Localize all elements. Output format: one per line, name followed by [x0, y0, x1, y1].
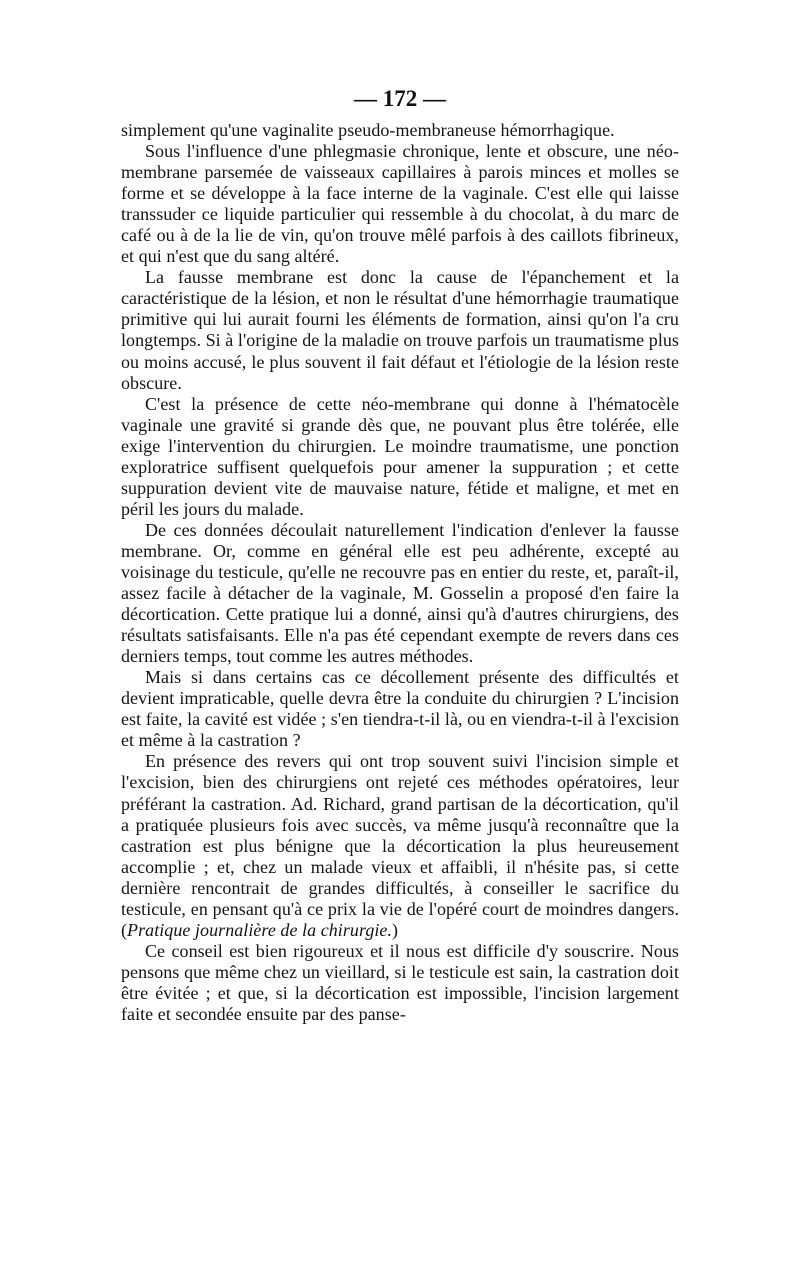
paragraph-neo-membrane: Sous l'influence d'une phlegmasie chronique, lente et obscure, une néo-membrane parsemée de vaisseaux capillaires à parois minces et molles se forme et se développe à la face interne de la vaginale. C'est elle qui laisse transsuder ce liquide particulier qui ressemble à du chocolat, à du marc de café ou à de la lie de vin, qu'on trouve mêlé parfois à des caillots fibrineux, et qui n'est que du sang altéré.: [121, 141, 679, 267]
paragraph-castration: [121, 751, 679, 940]
body-text: [121, 120, 679, 1025]
castration-text: En présence des revers qui ont trop souvent suivi l'incision simple et l'excision, bien des chirurgiens ont rejeté ces méthodes opératoires, leur préférant la castration. Ad. Richard, grand partisan de la décortication, qu'il a pratiquée plusieurs fois avec succès, va même jusqu'à reconnaître que la castration est plus bénigne que la décortication la plus heureusement accomplie ; et, chez un malade vieux et affaibli, il n'hésite pas, si cette dernière rencontrait de grandes difficultés, à conseiller le sacrifice du testicule, en pensant qu'à ce prix la vie de l'opéré court de moindres dangers. (: [121, 751, 679, 940]
book-title-citation: Pratique journalière de la chirurgie.: [127, 919, 393, 940]
paragraph-gravite: C'est la présence de cette néo-membrane qui donne à l'hématocèle vaginale une gravité si grande dès que, ne pouvant plus être tolérée, elle exige l'intervention du chirurgien. Le moindre traumatisme, une ponction exploratrice suffisent quelquefois pour amener la suppuration ; et cette suppuration devient vite de mauvaise nature, fétide et maligne, et met en péril les jours du malade.: [121, 393, 679, 519]
castration-text-end: ): [392, 919, 399, 940]
page-number: — 172 —: [354, 86, 446, 111]
paragraph-difficultes: Mais si dans certains cas ce décollement présente des difficultés et devient impraticable, quelle devra être la conduite du chirurgien ? L'incision est faite, la cavité est vidée ; s'en tiendra-t-il là, ou en viendra-t-il à l'excision et même à la castration ?: [121, 667, 679, 751]
paragraph-fausse-membrane: La fausse membrane est donc la cause de l'épanchement et la caractéristique de la lésion, et non le résultat d'une hémorrhagie traumatique primitive qui lui aurait fourni les éléments de formation, ainsi qu'on l'a cru longtemps. Si à l'origine de la maladie on trouve parfois un traumatisme plus ou moins accusé, le plus souvent il fait défaut et l'étiologie de la lésion reste obscure.: [121, 267, 679, 393]
paragraph-conseil: Ce conseil est bien rigoureux et il nous est difficile d'y souscrire. Nous pensons que même chez un vieillard, si le testicule est sain, la castration doit être évitée ; et que, si la décortication est impossible, l'incision largement faite et secondée ensuite par des panse-: [121, 940, 679, 1024]
paragraph-decortication: De ces données découlait naturellement l'indication d'enlever la fausse membrane. Or, comme en général elle est peu adhérente, excepté au voisinage du testicule, qu'elle ne recouvre pas en entier du reste, et, paraît-il, assez facile à détacher de la vaginale, M. Gosselin a proposé d'en faire la décortication. Cette pratique lui a donné, ainsi qu'à d'autres chirurgiens, des résultats satisfaisants. Elle n'a pas été cependant exempte de revers dans ces derniers temps, tout comme les autres méthodes.: [121, 519, 679, 667]
paragraph-continuation: simplement qu'une vaginalite pseudo-membraneuse hémorrhagique.: [121, 120, 615, 140]
